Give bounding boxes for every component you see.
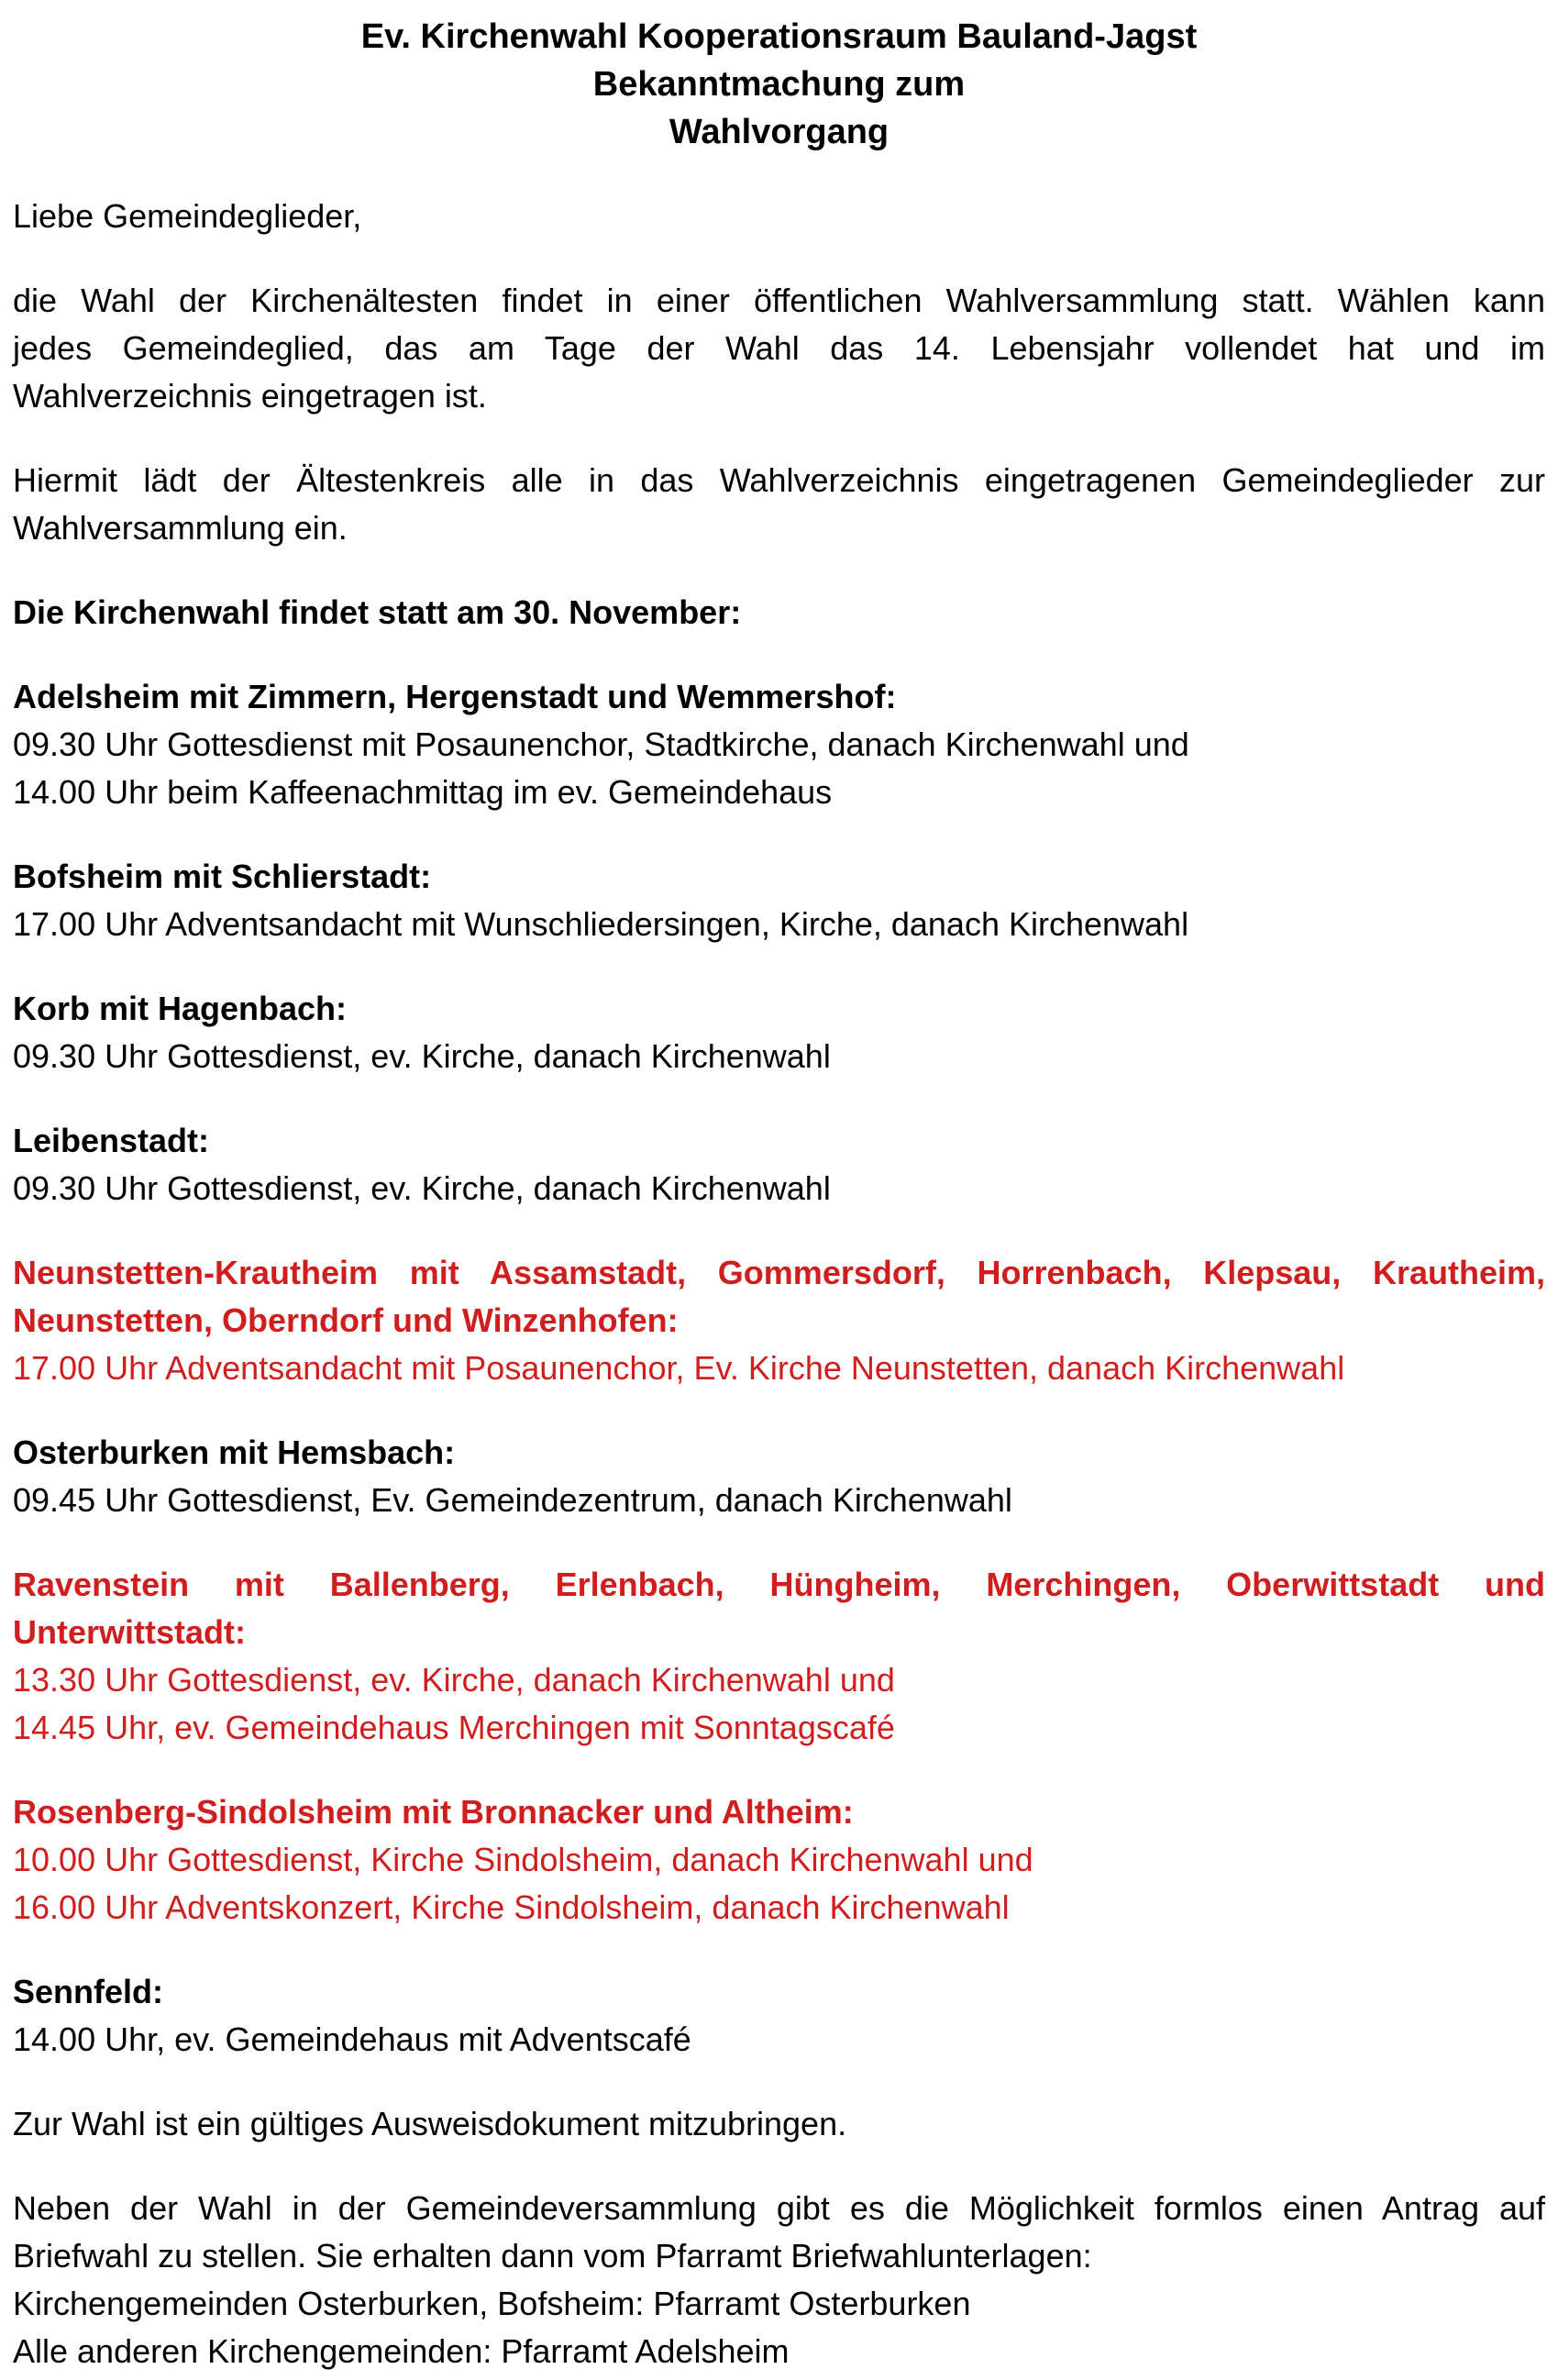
briefwahl-line-3: Kirchengemeinden Osterburken, Bofsheim: Pfarramt Osterburken <box>13 2285 971 2322</box>
intro-line-1: die Wahl der Kirchenältesten findet in einer öffentlichen Wahlversammlung statt. Wählen kann <box>13 282 1545 319</box>
title-line-2: Bekanntmachung zum <box>592 65 966 104</box>
intro-line-3: Wahlverzeichnis eingetragen ist. <box>13 377 487 415</box>
section-heading: Bofsheim mit Schlierstadt: <box>13 858 432 895</box>
section-detail: 17.00 Uhr Adventsandacht mit Wunschliedersingen, Kirche, danach Kirchenwahl <box>13 905 1189 943</box>
section-detail: 09.30 Uhr Gottesdienst, ev. Kirche, danach Kirchenwahl <box>13 1037 831 1075</box>
intro-line-2: jedes Gemeindeglied, das am Tage der Wahl das 14. Lebensjahr vollendet hat und im <box>13 329 1545 367</box>
section-bofsheim <box>13 853 1545 948</box>
date-heading-text: Die Kirchenwahl findet statt am 30. November: <box>13 593 742 631</box>
intro-paragraph <box>13 277 1545 420</box>
section-ravenstein <box>13 1561 1545 1752</box>
briefwahl-line-1: Neben der Wahl in der Gemeindeversammlung gibt es die Möglichkeit formlos einen Antrag auf <box>13 2189 1545 2227</box>
salutation <box>13 193 1545 240</box>
section-neunstetten <box>13 1249 1545 1392</box>
section-heading: Ravenstein mit Ballenberg, Erlenbach, Hüngheim, Merchingen, Oberwittstadt und <box>13 1566 1545 1603</box>
id-note-paragraph <box>13 2100 1545 2148</box>
section-adelsheim <box>13 673 1545 816</box>
section-detail: 10.00 Uhr Gottesdienst, Kirche Sindolsheim, danach Kirchenwahl und <box>13 1841 1033 1878</box>
section-detail: 17.00 Uhr Adventsandacht mit Posaunenchor, Ev. Kirche Neunstetten, danach Kirchenwahl <box>13 1349 1345 1387</box>
briefwahl-paragraph <box>13 2185 1545 2375</box>
section-korb <box>13 985 1545 1080</box>
section-detail: 09.30 Uhr Gottesdienst, ev. Kirche, danach Kirchenwahl <box>13 1169 831 1207</box>
section-osterburken <box>13 1429 1545 1524</box>
section-detail: 13.30 Uhr Gottesdienst, ev. Kirche, danach Kirchenwahl und <box>13 1661 895 1699</box>
section-rosenberg <box>13 1788 1545 1932</box>
briefwahl-line-4: Alle anderen Kirchengemeinden: Pfarramt Adelsheim <box>13 2332 790 2370</box>
invitation-paragraph <box>13 457 1545 552</box>
section-heading: Sennfeld: <box>13 1973 164 2010</box>
section-detail: 09.45 Uhr Gottesdienst, Ev. Gemeindezentrum, danach Kirchenwahl <box>13 1481 1012 1519</box>
section-detail: 14.00 Uhr, ev. Gemeindehaus mit Adventscafé <box>13 2020 691 2058</box>
section-heading: Leibenstadt: <box>13 1122 210 1159</box>
title-line-3: Wahlvorgang <box>669 113 889 151</box>
id-note-text: Zur Wahl ist ein gültiges Ausweisdokument mitzubringen. <box>13 2105 847 2142</box>
section-detail: 16.00 Uhr Adventskonzert, Kirche Sindolsheim, danach Kirchenwahl <box>13 1888 1010 1926</box>
section-heading: Korb mit Hagenbach: <box>13 990 348 1027</box>
document-title <box>13 13 1545 156</box>
section-heading: Neunstetten-Krautheim mit Assamstadt, Gommersdorf, Horrenbach, Klepsau, Krautheim, <box>13 1254 1545 1291</box>
section-detail: 14.45 Uhr, ev. Gemeindehaus Merchingen mit Sonntagscafé <box>13 1709 895 1746</box>
section-heading: Unterwittstadt: <box>13 1613 246 1651</box>
invitation-line-2: Wahlversammlung ein. <box>13 509 348 547</box>
section-detail: 14.00 Uhr beim Kaffeenachmittag im ev. Gemeindehaus <box>13 773 833 811</box>
section-detail: 09.30 Uhr Gottesdienst mit Posaunenchor, Stadtkirche, danach Kirchenwahl und <box>13 725 1189 763</box>
section-heading: Rosenberg-Sindolsheim mit Bronnacker und Altheim: <box>13 1793 854 1831</box>
section-leibenstadt <box>13 1117 1545 1212</box>
briefwahl-line-2: Briefwahl zu stellen. Sie erhalten dann vom Pfarramt Briefwahlunterlagen: <box>13 2237 1092 2275</box>
section-heading: Adelsheim mit Zimmern, Hergenstadt und Wemmershof: <box>13 678 897 715</box>
section-sennfeld <box>13 1968 1545 2064</box>
date-heading <box>13 589 1545 637</box>
invitation-line-1: Hiermit lädt der Ältestenkreis alle in das Wahlverzeichnis eingetragenen Gemeindeglieder zur <box>13 461 1545 499</box>
title-line-1: Ev. Kirchenwahl Kooperationsraum Bauland-Jagst <box>360 17 1198 56</box>
salutation-text: Liebe Gemeindeglieder, <box>13 197 362 235</box>
section-heading: Osterburken mit Hemsbach: <box>13 1434 456 1471</box>
section-heading: Neunstetten, Oberndorf und Winzenhofen: <box>13 1301 679 1339</box>
